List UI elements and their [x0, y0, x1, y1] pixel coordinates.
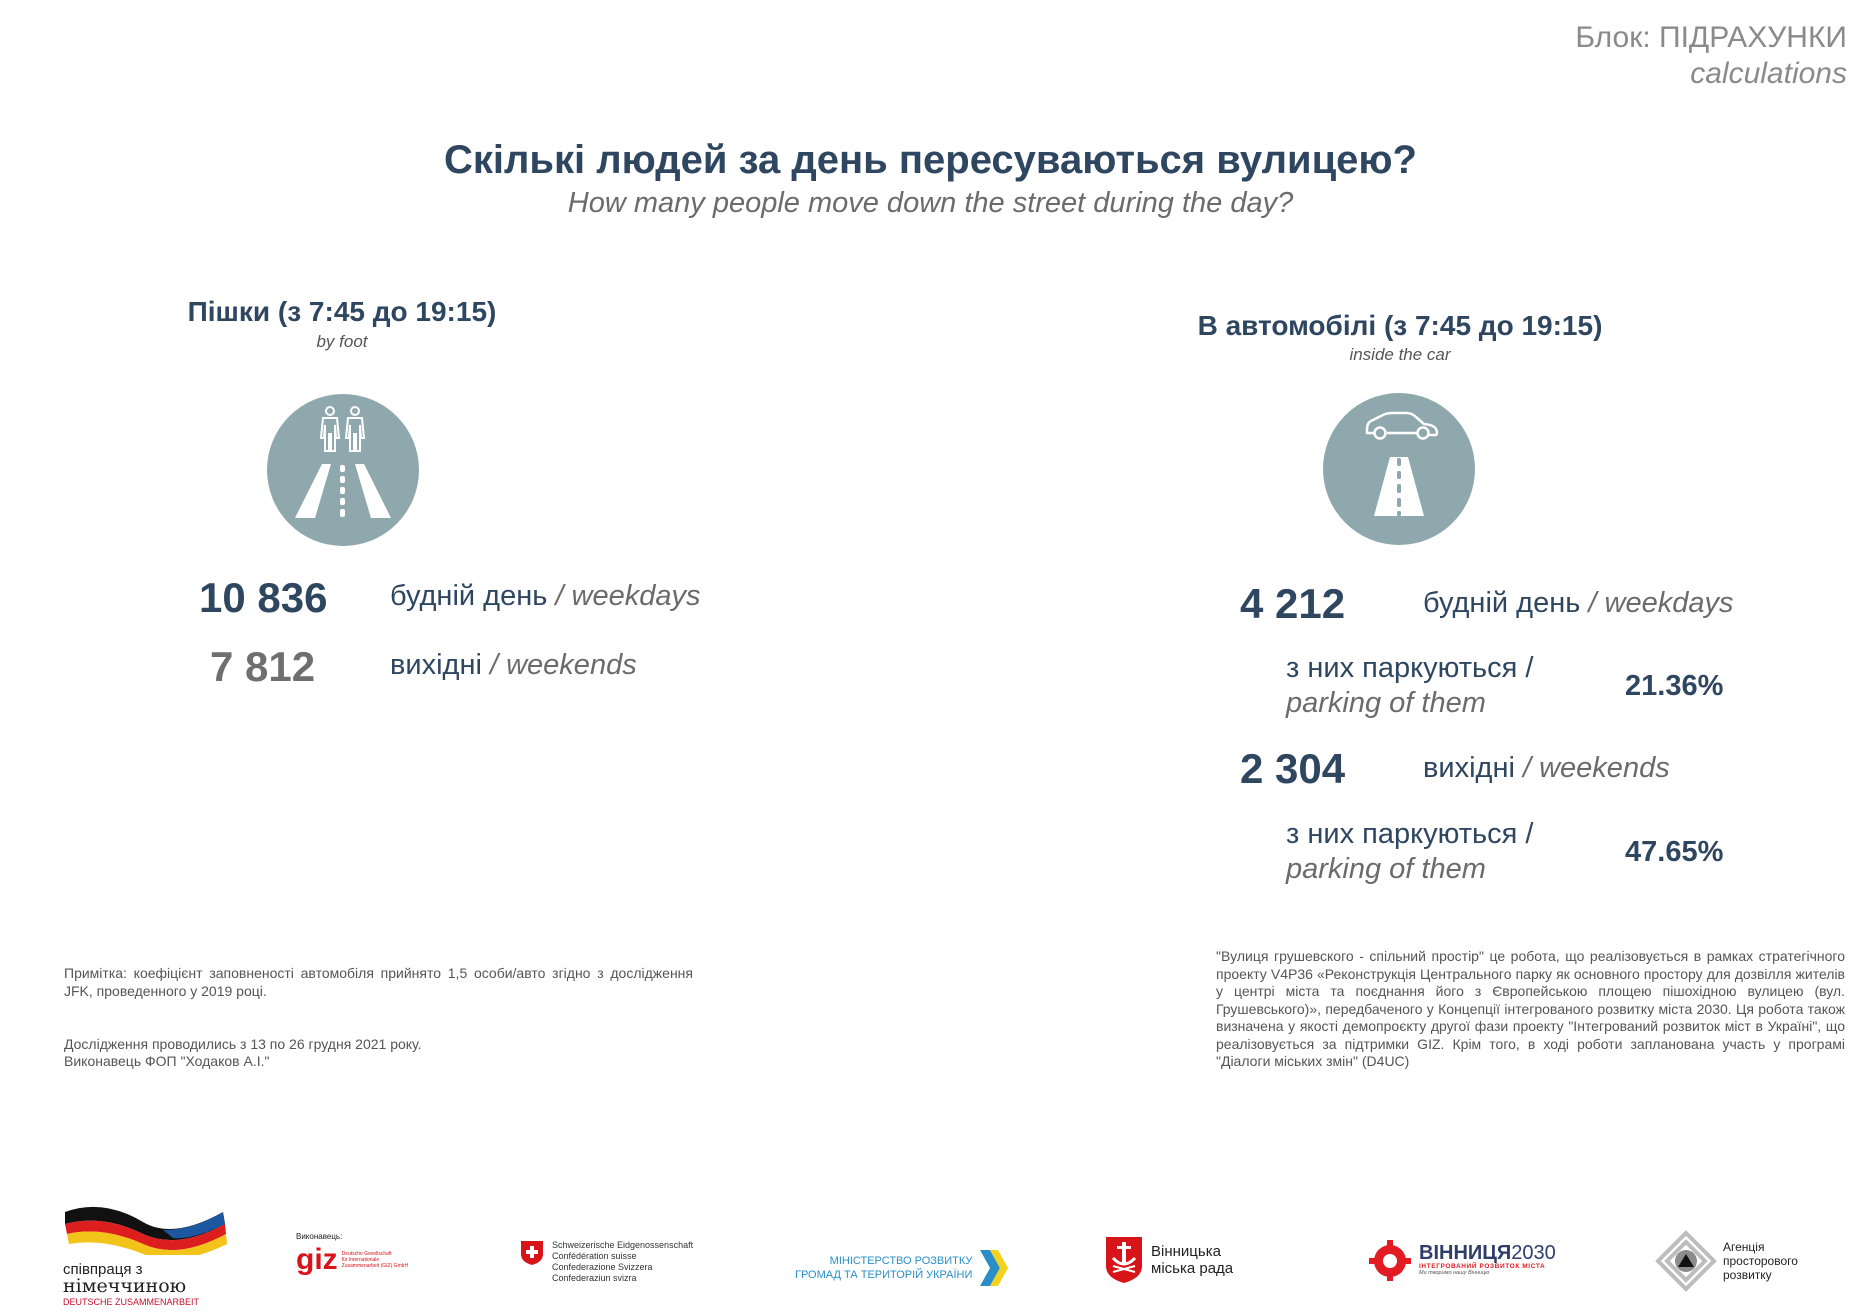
parking-label-uk: з них паркуються /: [1286, 652, 1534, 684]
label-uk: будній день: [390, 580, 548, 612]
council-line1: Вінницька: [1151, 1243, 1221, 1260]
giz-executor-label: Виконавець:: [296, 1232, 343, 1241]
note-dates: Дослідження проводились з 13 по 26 грудня 2021 року.: [64, 1036, 422, 1052]
ministry-line1: МІНІСТЕРСТВО РОЗВИТКУ: [829, 1255, 973, 1267]
agency-diamond-icon: [1655, 1230, 1717, 1292]
parking-label-en: parking of them: [1286, 687, 1486, 719]
agency-line3: розвитку: [1723, 1268, 1772, 1282]
block-label-uk: Блок: ПІДРАХУНКИ: [1575, 21, 1847, 54]
ministry-line2: ГРОМАД ТА ТЕРИТОРІЙ УКРАЇНИ: [795, 1269, 973, 1281]
agency-line2: просторового: [1723, 1254, 1798, 1268]
car-weekdays-parking-label: [1286, 651, 1533, 721]
car-weekends-parking-pct: 47.65%: [1625, 836, 1724, 868]
swiss-line2: Confédération suisse: [552, 1251, 637, 1261]
logo-ministry: [795, 1248, 1010, 1288]
page-subtitle: How many people move down the street during the day?: [567, 187, 1294, 219]
label-sep: /: [1580, 587, 1605, 619]
logo-vinnytsia-council: [1105, 1236, 1233, 1284]
parking-label-uk: з них паркуються /: [1286, 818, 1534, 850]
vinnytsia-coat-of-arms-icon: [1105, 1236, 1143, 1284]
project-description: "Вулиця грушевского - спільний простір" це робота, що реалізовується в рамках стратегічного проекту V4P36 «Реконструкція Центрального парку як основного простору для дозвілля жителів у центрі міста та поєднання його з Європейською площею пішохідною вулицею (вул. Грушевського)», передбаченого у Концепції інтегрованого розвитку міста 2030. Ця робота також визначена у якості демопроєкту другої фази проекту "Інтегрований розвиток міст в Україні", що реалізовується за підтримки GIZ. Крім того, в ході роботи запланована участь у програмі "Діалоги міських змін" (D4UC): [1216, 948, 1845, 1069]
car-weekdays-parking-pct: 21.36%: [1625, 670, 1724, 702]
car-weekends-label: [1423, 752, 1670, 785]
vinnytsia-gear-icon: [1367, 1236, 1413, 1282]
label-en: weekdays: [571, 580, 701, 612]
logo-german-line2: німеччиною: [63, 1275, 187, 1297]
giz-mark: giz: [296, 1243, 338, 1276]
swiss-line4: Confederaziun svizra: [552, 1273, 637, 1283]
logo-vinnytsia-2030: [1367, 1236, 1556, 1282]
council-line2: міська рада: [1151, 1260, 1234, 1277]
pedestrians-road-icon: [267, 394, 419, 546]
label-sep: /: [481, 649, 507, 681]
car-weekends-parking-label: [1286, 817, 1533, 887]
giz-desc1: Deutsche Gesellschaft: [341, 1251, 392, 1257]
label-sep: /: [1514, 752, 1540, 784]
logo-swiss: [520, 1240, 693, 1284]
label-uk: будній день: [1423, 587, 1581, 619]
foot-weekdays-label: [390, 580, 700, 613]
v2030-year: 2030: [1511, 1241, 1556, 1264]
block-label-en: calculations: [1690, 57, 1847, 90]
foot-weekends-label: [390, 649, 637, 682]
parking-label-en: parking of them: [1286, 853, 1486, 885]
note-author: Виконавець ФОП "Ходаков А.І.": [64, 1053, 270, 1069]
car-weekdays-label: [1423, 587, 1733, 620]
swiss-shield-icon: [520, 1240, 544, 1266]
swiss-line1: Schweizerische Eidgenossenschaft: [552, 1240, 694, 1250]
logo-german-line1: співпраця з: [63, 1261, 143, 1278]
swiss-line3: Confederazione Svizzera: [552, 1262, 653, 1272]
label-uk: вихідні: [390, 649, 482, 681]
label-en: weekends: [1539, 752, 1670, 784]
foot-weekends-value: 7 812: [210, 643, 316, 690]
v2030-subtitle: ІНТЕГРОВАНИЙ РОЗВИТОК МІСТА: [1419, 1262, 1546, 1270]
car-subtitle: inside the car: [1349, 345, 1451, 364]
note-coefficient: Примітка: коефіцієнт заповненості автомобіля прийнято 1,5 особи/авто згідно з дослідження JFK, проведенного у 2019 році.: [64, 965, 693, 999]
logo-german-cooperation: [63, 1200, 233, 1307]
block-label: [1575, 20, 1847, 92]
ministry-chevron-icon: [976, 1248, 1010, 1288]
agency-line1: Агенція: [1723, 1240, 1765, 1254]
car-title: В автомобілі (з 7:45 до 19:15): [1197, 310, 1603, 341]
label-sep: /: [547, 580, 572, 612]
car-weekdays-value: 4 212: [1240, 580, 1346, 627]
logo-german-line3: DEUTSCHE ZUSAMMENARBEIT: [63, 1297, 200, 1307]
giz-desc3: Zusammenarbeit (GIZ) GmbH: [341, 1263, 409, 1269]
foot-title: Пішки (з 7:45 до 19:15): [187, 296, 497, 327]
foot-weekdays-value: 10 836: [199, 574, 328, 621]
flag-ribbon-icon: [63, 1200, 228, 1255]
label-uk: вихідні: [1423, 752, 1515, 784]
giz-desc2: für Internationale: [341, 1257, 380, 1263]
car-weekends-value: 2 304: [1240, 745, 1346, 792]
v2030-slogan: Ми творимо нашу Вінницю: [1419, 1269, 1490, 1276]
logo-agency: [1655, 1230, 1798, 1292]
v2030-name: ВІННИЦЯ: [1419, 1241, 1512, 1264]
label-en: weekends: [506, 649, 637, 681]
foot-subtitle: by foot: [316, 332, 368, 351]
label-en: weekdays: [1604, 587, 1734, 619]
car-road-icon: [1323, 393, 1475, 545]
page-title: Скількі людей за день пересуваються вулицею?: [443, 138, 1417, 182]
logo-giz: [296, 1232, 426, 1276]
